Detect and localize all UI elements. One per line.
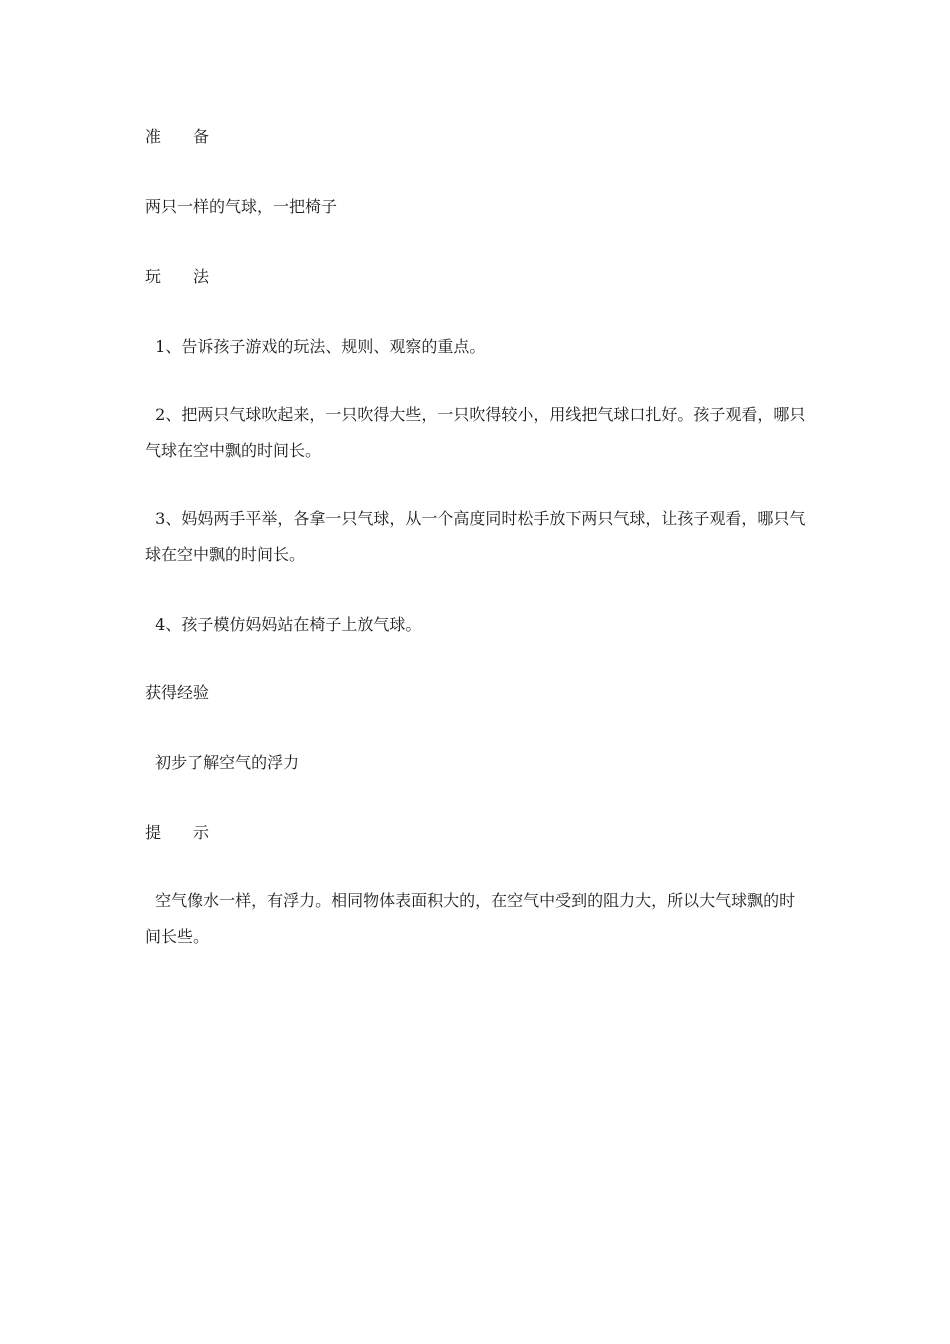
method-step-4: 4、孩子模仿妈妈站在椅子上放气球。 xyxy=(145,615,422,634)
heading-preparation: 准 备 xyxy=(145,127,210,146)
heading-method: 玩 法 xyxy=(145,267,210,286)
tip-text: 空气像水一样，有浮力。相同物体表面积大的，在空气中受到的阻力大，所以大气球飘的时间长些。 xyxy=(145,891,796,946)
method-step-1: 1、告诉孩子游戏的玩法、规则、观察的重点。 xyxy=(145,337,486,356)
method-step-3: 3、妈妈两手平举，各拿一只气球，从一个高度同时松手放下两只气球，让孩子观看，哪只气球在空中飘的时间长。 xyxy=(145,509,806,564)
heading-tip: 提 示 xyxy=(145,823,210,842)
experience-text: 初步了解空气的浮力 xyxy=(145,753,300,772)
preparation-text: 两只一样的气球，一把椅子 xyxy=(145,197,338,216)
method-step-2: 2、把两只气球吹起来，一只吹得大些，一只吹得较小，用线把气球口扎好。孩子观看，哪只气球在空中飘的时间长。 xyxy=(145,405,806,460)
heading-experience: 获得经验 xyxy=(145,683,210,702)
